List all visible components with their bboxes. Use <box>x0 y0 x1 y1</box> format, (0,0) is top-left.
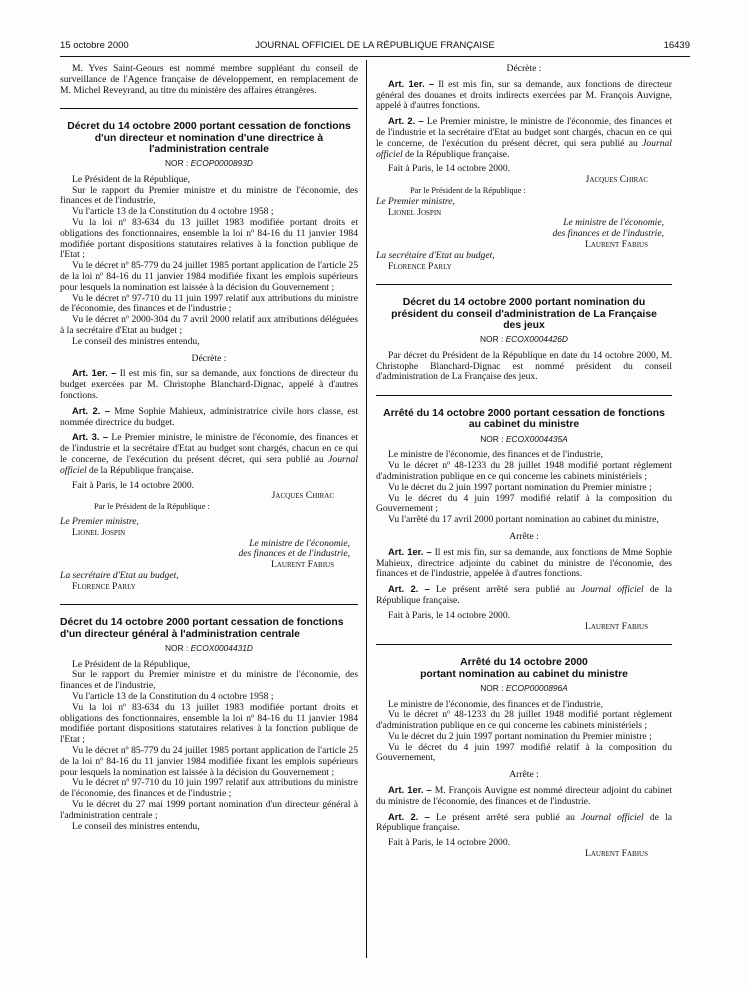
decree-2-title: Décret du 14 octobre 2000 portant cessation de fonctions d'un directeur général à l'administration centrale <box>60 617 344 640</box>
nor-label: NOR : <box>165 158 189 168</box>
nor-label: NOR : <box>165 642 189 653</box>
arrete-2-para: Vu le décret nº 48-1233 du 28 juillet 1948 modifié portant règlement d'administration publique en ce qui concerne les cabinets ministériels ; <box>376 709 672 732</box>
signature-president: Jacques Chirac <box>585 174 648 186</box>
decree-2 <box>60 617 358 832</box>
journal-officiel-ref: Journal officiel <box>581 811 644 823</box>
decree-1-nor <box>60 158 358 169</box>
secretary-title: La secrétaire d'Etat au budget, <box>60 569 179 581</box>
decree-2-para: Sur le rapport du Premier ministre et du ministre de l'économie, des finances et de l'industrie, <box>60 669 358 692</box>
decree-1-para: Vu la loi nº 83-634 du 13 juillet 1983 modifiée portant droits et obligations des fonctionnaires, ensemble la loi nº 84-16 du 11 janvier 1984 modifiée portant dispositions statutaires relatives à la fonction publique de l'Etat ; <box>60 216 358 261</box>
arrete-2-nor <box>376 683 672 694</box>
pm-title: Le Premier ministre, <box>60 515 139 527</box>
decree-2-para: Vu le décret nº 85-779 du 24 juillet 1985 portant application de l'article 25 de la loi nº 84-16 du 11 janvier 1984 modifiée fixant les emplois supérieurs pour lesquels la nomination est laissée à la décision du Gouvernement ; <box>60 745 358 778</box>
column-divider <box>366 60 367 958</box>
decree-1-para: Vu le décret nº 2000-304 du 7 avril 2000 relatif aux attributions déléguées à la secrétaire d'Etat au budget ; <box>60 314 358 336</box>
decree-2-para: Vu la loi nº 83-634 du 13 juillet 1983 modifiée portant droits et obligations des fonctionnaires, ensemble la loi nº 84-16 du 11 janvier 1984 modifiée portant dispositions statutaires relatives à la fonction publique de l'Etat ; <box>60 701 358 746</box>
journal-officiel-ref: Journal officiel <box>581 584 644 596</box>
article-text: Mme Sophie Mahieux, administratrice civile hors classe, est nommée directrice du budget. <box>60 405 358 428</box>
nor-code: ECOP0000896A <box>505 682 568 693</box>
nor-code: ECOX0004426D <box>505 333 568 344</box>
header-journal-title: JOURNAL OFFICIEL DE LA RÉPUBLIQUE FRANÇAISE <box>255 40 495 51</box>
decree-2-para: Vu le décret du 27 mai 1999 portant nomination d'un directeur général à l'administration centrale ; <box>60 799 358 821</box>
article-label: Art. 1er. – <box>72 367 117 379</box>
article-label: Art. 2. – <box>388 115 424 127</box>
article-text: Il est mis fin, sur sa demande, aux fonctions de directeur du budget exercées par M. Christophe Blanchard-Dignac, appelé à d'autres fonctions. <box>60 368 359 401</box>
section-divider <box>60 108 358 109</box>
par-le-president: Par le Président de la République : <box>410 185 526 195</box>
arrete-1-fait: Fait à Paris, le 14 octobre 2000. <box>388 609 511 621</box>
header-date: 15 octobre 2000 <box>60 40 129 51</box>
arrete-2-title-line-2: portant nomination au cabinet du ministre <box>420 668 628 680</box>
article-text: de la République française. <box>376 811 673 834</box>
decree-2-article-1 <box>376 79 672 112</box>
article-text: Le présent arrêté sera publié au <box>436 584 575 596</box>
arrete-1-article-1 <box>376 547 672 580</box>
decree-2-para: Le Président de la République, <box>72 658 191 670</box>
decree-1-fait: Fait à Paris, le 14 octobre 2000. <box>72 479 195 491</box>
nor-code: ECOP0000893D <box>190 158 253 168</box>
article-text: de la République française. <box>405 148 510 160</box>
header-rule <box>60 56 690 57</box>
arrete-1-article-2 <box>376 584 672 607</box>
decree-1-title: Décret du 14 octobre 2000 portant cessation de fonctions d'un directeur et nomination d'une directrice à l'administration centrale <box>67 121 351 155</box>
article-label: Art. 1er. – <box>388 77 435 89</box>
article-label: Art. 2. – <box>388 583 430 595</box>
decree-1-article-1 <box>60 368 358 401</box>
article-label: Art. 3. – <box>72 431 109 443</box>
article-text: Le Premier ministre, le ministre de l'économie, des finances et de l'industrie et la secrétaire d'Etat au budget sont chargés, chacun en ce qui le concerne, de l'exécution du présent décret, qui sera publié au <box>376 116 672 149</box>
section-divider <box>60 604 358 605</box>
arrete-2-fait: Fait à Paris, le 14 octobre 2000. <box>388 837 511 849</box>
nor-code: ECOX0004431D <box>190 642 253 653</box>
arrete-1-arrete: Arrête : <box>509 530 539 542</box>
article-text: M. François Auvigne est nommé directeur adjoint du cabinet du ministre de l'économie, des finances et de l'industrie. <box>376 785 672 807</box>
arrete-2-title-line-1: Arrêté du 14 octobre 2000 <box>460 657 588 669</box>
decree-1-article-3 <box>60 432 358 476</box>
decree-1-para: Sur le rapport du Premier ministre et du ministre de l'économie, des finances et de l'industrie, <box>60 184 358 207</box>
decree-2-para: Le conseil des ministres entendu, <box>72 820 200 832</box>
article-text: Il est mis fin, sur sa demande, aux fonctions de Mme Sophie Mahieux, directrice adjointe du cabinet du ministre de l'économie, des finances et de l'industrie, appelée à d'autres fonctions. <box>376 546 672 580</box>
arrete-2-article-1 <box>376 785 672 808</box>
running-header <box>60 40 690 54</box>
decree-3-title: Décret du 14 octobre 2000 portant nomination du président du conseil d'administration de La Française des jeux <box>391 297 657 331</box>
arrete-1 <box>376 408 672 632</box>
signature-minister: Laurent Fabius <box>585 848 648 860</box>
decree-2-continued <box>376 64 672 272</box>
minister-title-1: Le ministre de l'économie, <box>249 537 350 549</box>
article-label: Art. 2. – <box>388 810 430 822</box>
journal-officiel-ref: Journal officiel <box>60 453 358 476</box>
decree-1 <box>60 121 358 592</box>
signature-minister: Laurent Fabius <box>585 620 648 632</box>
arrete-1-para: Vu l'arrêté du 17 avril 2000 portant nomination au cabinet du ministre, <box>388 514 659 526</box>
section-divider <box>376 644 672 645</box>
intro-paragraph: M. Yves Saint-Geours est nommé membre suppléant du conseil de surveillance de l'Agence française de développement, en remplacement de M. Michel Reveyrand, au titre du ministère des affaires étrangères. <box>60 63 358 96</box>
decree-1-para: Vu le décret nº 97-710 du 11 juin 1997 relatif aux attributions du ministre de l'économie, des finances et de l'industrie ; <box>60 292 358 315</box>
article-label: Art. 1er. – <box>388 545 432 557</box>
par-le-president: Par le Président de la République : <box>94 502 210 512</box>
arrete-1-para: Vu le décret du 2 juin 1997 portant nomination du Premier ministre ; <box>388 481 652 493</box>
arrete-2-para: Le ministre de l'économie, des finances et de l'industrie, <box>388 698 603 710</box>
decree-1-para: Le conseil des ministres entendu, <box>72 335 200 347</box>
secretary-title: La secrétaire d'Etat au budget, <box>376 249 495 261</box>
pm-name: Lionel Jospin <box>388 206 442 218</box>
pm-name: Lionel Jospin <box>72 526 126 538</box>
decree-2-decrete: Décrète : <box>506 63 542 74</box>
section-divider <box>376 284 672 285</box>
arrete-1-title: Arrêté du 14 octobre 2000 portant cessation de fonctions au cabinet du ministre <box>383 408 665 431</box>
signature-president: Jacques Chirac <box>271 490 334 502</box>
minister-name: Laurent Fabius <box>585 238 648 250</box>
decree-2-article-2 <box>376 116 672 160</box>
decree-3-nor <box>376 334 672 345</box>
arrete-1-para: Le ministre de l'économie, des finances et de l'industrie, <box>388 449 603 461</box>
nor-label: NOR : <box>480 333 504 344</box>
decree-1-para: Le Président de la République, <box>72 173 191 185</box>
nor-label: NOR : <box>480 682 504 693</box>
nor-label: NOR : <box>480 433 504 444</box>
section-divider <box>376 395 672 396</box>
arrete-1-nor <box>376 434 672 445</box>
left-column <box>60 64 358 832</box>
article-label: Art. 2. – <box>72 404 110 416</box>
arrete-2-article-2 <box>376 812 672 835</box>
pm-title: Le Premier ministre, <box>376 195 455 207</box>
decree-2-para: Vu le décret nº 97-710 du 10 juin 1997 relatif aux attributions du ministre de l'économie, des finances et de l'industrie ; <box>60 777 358 800</box>
right-column <box>376 64 672 860</box>
secretary-name: Florence Parly <box>72 580 136 592</box>
arrete-1-para: Vu le décret du 4 juin 1997 modifié relatif à la composition du Gouvernement ; <box>376 492 672 515</box>
decree-1-decrete: Décrète : <box>191 352 227 364</box>
minister-title-2: des finances et de l'industrie, <box>238 548 350 560</box>
journal-officiel-ref: Journal officiel <box>376 137 672 160</box>
secretary-name: Florence Parly <box>388 260 452 272</box>
nor-code: ECOX0004435A <box>505 433 568 444</box>
decree-2-fait: Fait à Paris, le 14 octobre 2000. <box>388 163 511 175</box>
arrete-2 <box>376 657 672 860</box>
arrete-2-para: Vu le décret du 4 juin 1997 modifié relatif à la composition du Gouvernement, <box>376 741 672 764</box>
minister-name: Laurent Fabius <box>271 559 334 571</box>
article-text: Le présent arrêté sera publié au <box>436 811 575 823</box>
article-text: de la République française. <box>89 464 194 476</box>
arrete-1-para: Vu le décret nº 48-1233 du 28 juillet 1948 modifié portant règlement d'administration publique en ce qui concerne les cabinets ministériels ; <box>376 460 672 482</box>
article-text: Il est mis fin, sur sa demande, aux fonctions de directeur général des douanes et droits indirects exercées par M. François Auvigne, appelé à d'autres fonctions. <box>376 78 672 112</box>
decree-1-para: Vu le décret nº 85-779 du 24 juillet 1985 portant application de l'article 25 de la loi nº 84-16 du 11 janvier 1984 modifiée fixant les emplois supérieurs pour lesquels la nomination est laissée à la décision du Gouvernement ; <box>60 260 358 293</box>
decree-3 <box>376 297 672 383</box>
article-text: Le Premier ministre, le ministre de l'économie, des finances et de l'industrie et la secrétaire d'Etat au budget sont chargés, chacun en ce qui le concerne, de l'exécution du présent décret, qui sera publié au <box>60 432 358 465</box>
minister-title-2: des finances et de l'industrie, <box>552 228 664 240</box>
minister-title-1: Le ministre de l'économie, <box>563 217 664 229</box>
decree-1-article-2 <box>60 406 358 429</box>
decree-1-para: Vu l'article 13 de la Constitution du 4 octobre 1958 ; <box>72 206 274 218</box>
arrete-2-para: Vu le décret du 2 juin 1997 portant nomination du Premier ministre ; <box>388 730 652 742</box>
header-page-number: 16439 <box>663 40 690 51</box>
article-label: Art. 1er. – <box>388 784 432 796</box>
article-text: de la République française. <box>376 584 673 606</box>
decree-2-para: Vu l'article 13 de la Constitution du 4 octobre 1958 ; <box>72 691 274 703</box>
arrete-2-arrete: Arrête : <box>509 769 539 781</box>
decree-2-nor <box>60 643 358 654</box>
decree-3-body: Par décret du Président de la République en date du 14 octobre 2000, M. Christophe Blanchard-Dignac est nommé président du conseil d'administration de La Française des jeux. <box>376 349 672 383</box>
